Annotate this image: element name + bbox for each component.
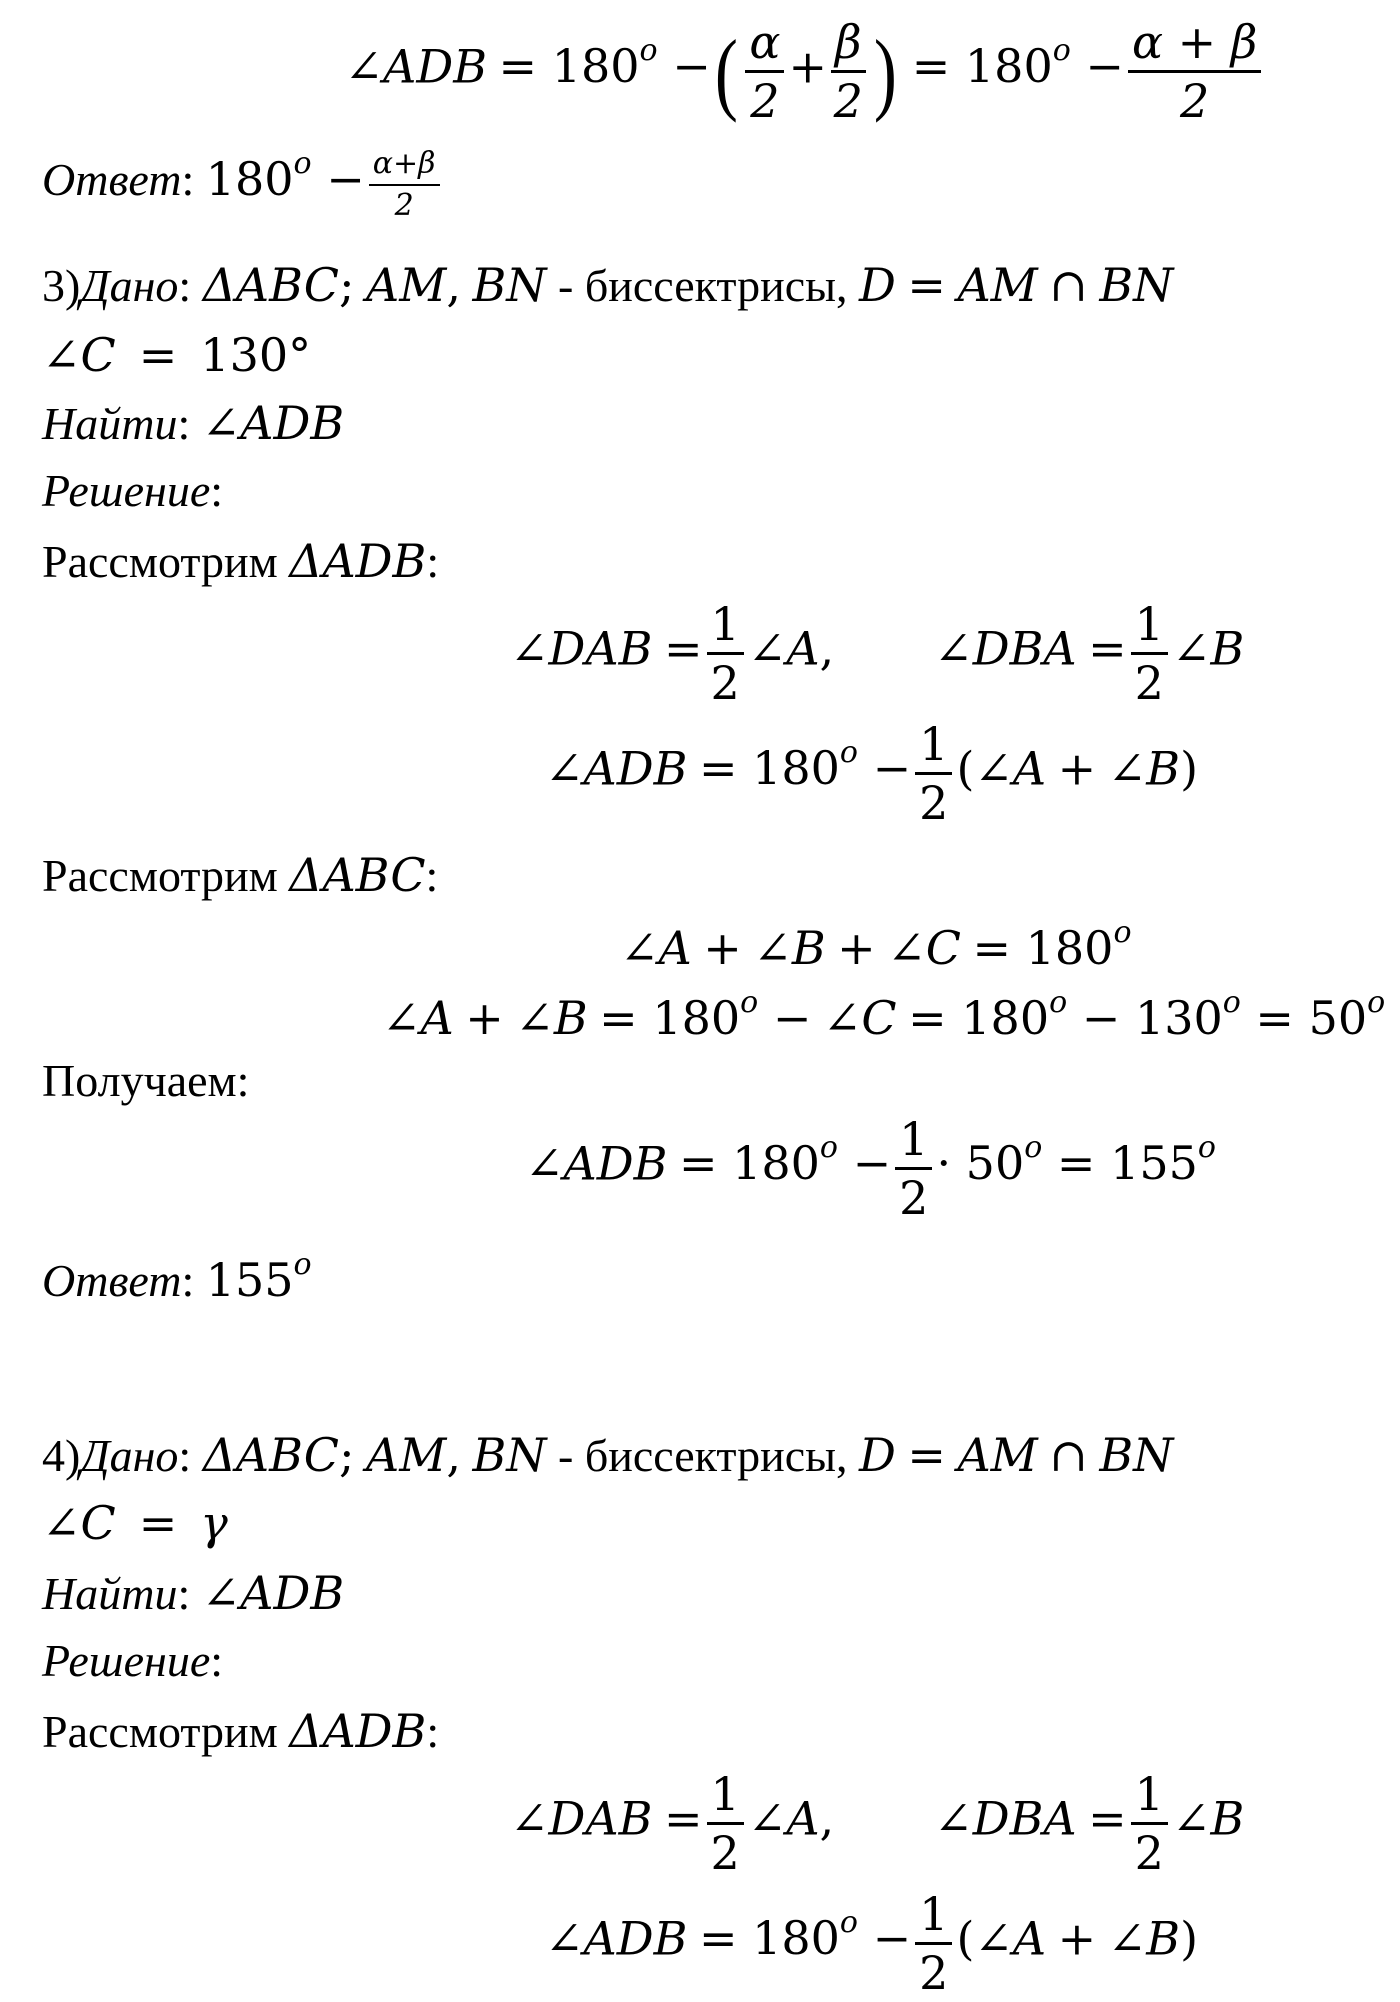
formula-dab-dba-3: ∠DAB = $\frac{1}{2}$ ∠A, ∠DBA = $\frac{1}{2}$ ∠B <box>510 597 1245 711</box>
formula-a-plus-b: ∠A + ∠B = $180^o$ − ∠C = $180^o - 130^o = 50^o$ <box>382 985 1386 1045</box>
solution-3: Решение: <box>42 465 224 516</box>
formula-adb-half-4: ∠ADB = $180^o$ − $\frac{1}{2}$ (∠A + ∠B) <box>545 1887 1199 2001</box>
answer-155: Ответ: 155$^o$ <box>42 1247 312 1307</box>
solution-4: Решение: <box>42 1635 224 1686</box>
angle-c-gamma: ∠C = γ <box>42 1496 228 1550</box>
formula-result-155: ∠ADB = $180^o$ − $\frac{1}{2}$ · $50^o = 155^o$ <box>525 1112 1216 1226</box>
formula-adb-half-3: ∠ADB = $180^o$ − $\frac{1}{2}$ (∠A + ∠B) <box>545 717 1199 831</box>
angle-c-130: ∠C = 130° <box>42 328 312 382</box>
consider-adb-3: Рассмотрим ΔADB: <box>42 534 440 588</box>
formula-dab-dba-4: ∠DAB = $\frac{1}{2}$ ∠A, ∠DBA = $\frac{1}{2}$ ∠B <box>510 1767 1245 1881</box>
consider-abc: Рассмотрим ΔABC: <box>42 848 439 902</box>
get-label: Получаем: <box>42 1055 250 1106</box>
formula-angle-sum: ∠A + ∠B + ∠C = $180^o$ <box>620 915 1132 975</box>
given-3: 3)Дано: ΔABC; AM, BN - биссектрисы, D = AM ∩ BN <box>42 258 1174 312</box>
answer-line-2: Ответ: $180^o$ − $\frac{\alpha+\beta}{2}$ <box>42 148 444 221</box>
formula-adb-alpha-beta: ∠ADB = $180^o$ −( $\frac{\alpha}{2}$ + $\frac{\beta}{2}$ ) = $180^o$ − $\frac{\alpha + \beta}{2}$ <box>0 18 1400 126</box>
find-3: Найти: ∠ADB <box>42 396 345 450</box>
given-4: 4)Дано: ΔABC; AM, BN - биссектрисы, D = AM ∩ BN <box>42 1428 1174 1482</box>
find-4: Найти: ∠ADB <box>42 1566 345 1620</box>
consider-adb-4: Рассмотрим ΔADB: <box>42 1704 440 1758</box>
